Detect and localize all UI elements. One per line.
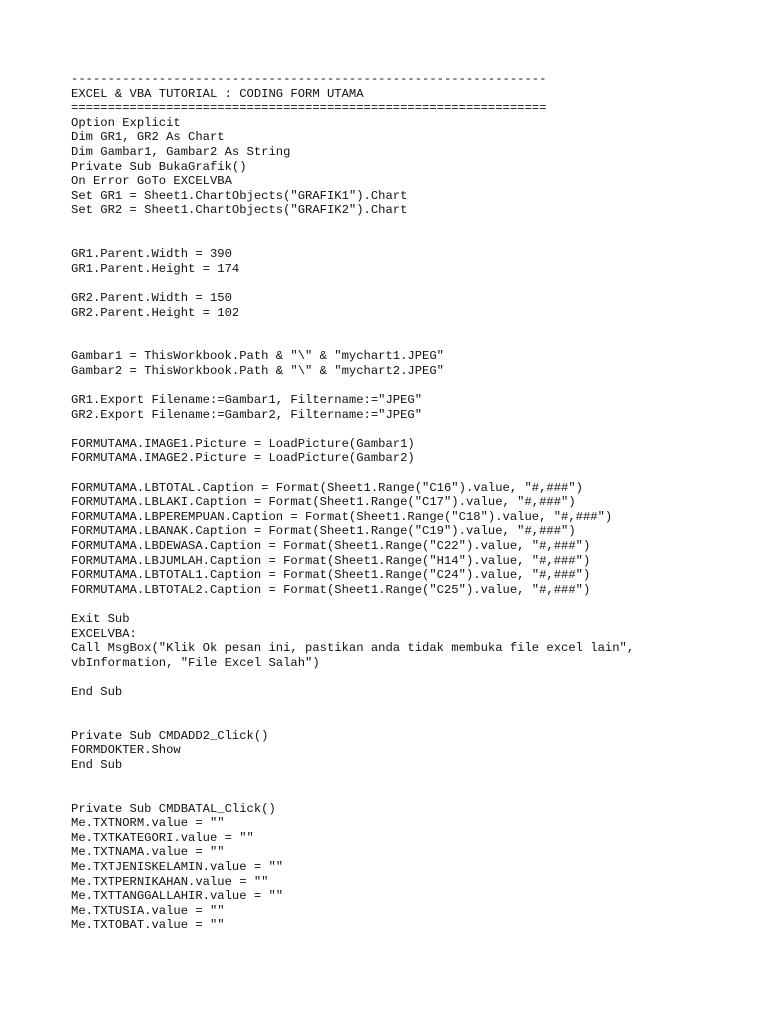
code-line: Me.TXTNAMA.value = ""	[71, 845, 225, 860]
code-line: FORMUTAMA.LBTOTAL.Caption = Format(Sheet1.Range("C16").value, "#,###")	[71, 480, 583, 495]
code-line: Private Sub CMDADD2_Click()	[71, 728, 269, 743]
code-line	[71, 670, 761, 685]
code-line: FORMUTAMA.LBANAK.Caption = Format(Sheet1.Range("C19").value, "#,###")	[71, 524, 576, 539]
code-document	[71, 72, 761, 933]
code-line	[71, 233, 761, 248]
code-line	[71, 335, 761, 350]
code-line: Me.TXTPERNIKAHAN.value = ""	[71, 874, 269, 889]
code-line: Gambar2 = ThisWorkbook.Path & "\" & "mychart2.JPEG"	[71, 363, 444, 378]
code-line	[71, 773, 761, 788]
code-line: FORMUTAMA.LBLAKI.Caption = Format(Sheet1.Range("C17").value, "#,###")	[71, 495, 576, 510]
code-line: Dim Gambar1, Gambar2 As String	[71, 144, 291, 159]
code-line: Set GR1 = Sheet1.ChartObjects("GRAFIK1").Chart	[71, 188, 408, 203]
code-line: FORMUTAMA.LBTOTAL2.Caption = Format(Sheet1.Range("C25").value, "#,###")	[71, 582, 591, 597]
code-line	[71, 378, 761, 393]
code-line	[71, 276, 761, 291]
code-line: Me.TXTUSIA.value = ""	[71, 903, 225, 918]
code-line: Me.TXTJENISKELAMIN.value = ""	[71, 860, 284, 875]
code-line: Me.TXTKATEGORI.value = ""	[71, 830, 254, 845]
code-line: GR2.Parent.Width = 150	[71, 290, 232, 305]
code-line: Me.TXTNORM.value = ""	[71, 816, 225, 831]
code-line: vbInformation, "File Excel Salah")	[71, 655, 320, 670]
code-line	[71, 218, 761, 233]
code-line: FORMUTAMA.IMAGE2.Picture = LoadPicture(Gambar2)	[71, 451, 415, 466]
code-line	[71, 466, 761, 481]
code-line: FORMUTAMA.LBJUMLAH.Caption = Format(Sheet1.Range("H14").value, "#,###")	[71, 553, 591, 568]
code-line: Gambar1 = ThisWorkbook.Path & "\" & "mychart1.JPEG"	[71, 349, 444, 364]
code-line: Me.TXTTANGGALLAHIR.value = ""	[71, 889, 284, 904]
code-line: End Sub	[71, 684, 123, 699]
code-line: -----------------------------------------------------------------	[71, 72, 547, 86]
code-line	[71, 700, 761, 715]
code-line	[71, 714, 761, 729]
code-line: GR2.Export Filename:=Gambar2, Filtername:="JPEG"	[71, 407, 423, 422]
code-line: Option Explicit	[71, 115, 181, 130]
code-line: EXCELVBA:	[71, 626, 137, 641]
code-line: Dim GR1, GR2 As Chart	[71, 130, 225, 145]
code-line: Me.TXTOBAT.value = ""	[71, 918, 225, 933]
code-line	[71, 320, 761, 335]
code-line: Exit Sub	[71, 611, 130, 626]
code-line: Private Sub CMDBATAL_Click()	[71, 801, 276, 816]
code-line	[71, 422, 761, 437]
code-line: GR1.Parent.Height = 174	[71, 261, 240, 276]
code-line: Set GR2 = Sheet1.ChartObjects("GRAFIK2").Chart	[71, 203, 408, 218]
code-line: Call MsgBox("Klik Ok pesan ini, pastikan anda tidak membuka file excel lain",	[71, 641, 635, 656]
code-line: GR1.Parent.Width = 390	[71, 247, 232, 262]
code-line: FORMDOKTER.Show	[71, 743, 181, 758]
code-line: EXCEL & VBA TUTORIAL : CODING FORM UTAMA	[71, 86, 364, 101]
code-line: GR2.Parent.Height = 102	[71, 305, 240, 320]
code-line	[71, 597, 761, 612]
code-line: FORMUTAMA.IMAGE1.Picture = LoadPicture(Gambar1)	[71, 436, 415, 451]
code-line	[71, 787, 761, 802]
code-line: End Sub	[71, 757, 123, 772]
code-line: =================================================================	[71, 101, 547, 116]
code-line: Private Sub BukaGrafik()	[71, 159, 247, 174]
code-line: GR1.Export Filename:=Gambar1, Filtername:="JPEG"	[71, 393, 423, 408]
code-line: FORMUTAMA.LBTOTAL1.Caption = Format(Sheet1.Range("C24").value, "#,###")	[71, 568, 591, 583]
code-line: On Error GoTo EXCELVBA	[71, 174, 232, 189]
code-line: FORMUTAMA.LBPEREMPUAN.Caption = Format(Sheet1.Range("C18").value, "#,###")	[71, 509, 613, 524]
code-line: FORMUTAMA.LBDEWASA.Caption = Format(Sheet1.Range("C22").value, "#,###")	[71, 539, 591, 553]
